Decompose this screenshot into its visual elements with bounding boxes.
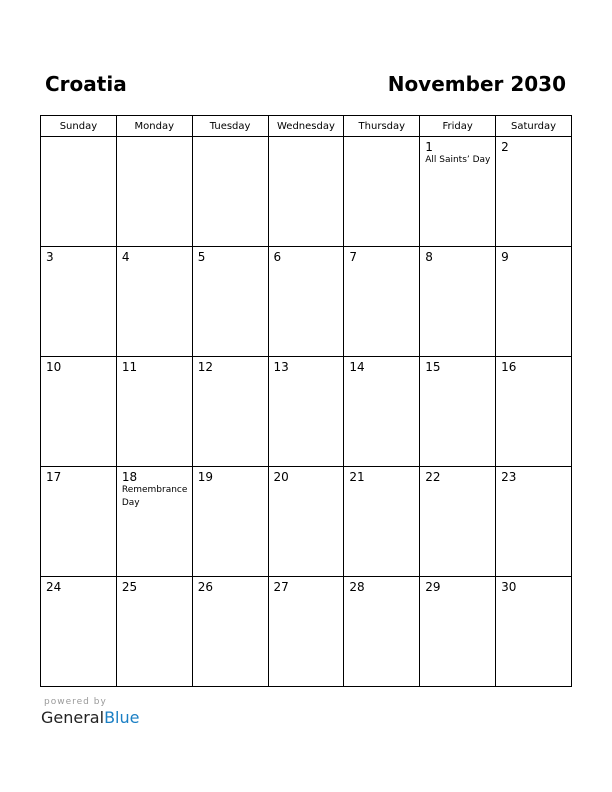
day-number <box>117 137 192 140</box>
day-number: 5 <box>197 250 206 264</box>
weekday-tuesday: Tuesday <box>192 116 268 137</box>
day-cell <box>420 357 496 467</box>
day-number: 9 <box>501 250 509 264</box>
day-number: 8 <box>425 250 433 264</box>
day-number: 7 <box>349 250 358 264</box>
day-number <box>41 137 116 140</box>
day-cell <box>496 467 572 577</box>
calendar-grid <box>40 115 572 687</box>
day-cell <box>344 467 420 577</box>
day-number: 28 <box>349 580 365 594</box>
day-cell <box>192 137 268 247</box>
week-row <box>41 357 572 467</box>
day-number <box>269 137 344 140</box>
day-number: 19 <box>197 470 213 484</box>
day-cell <box>41 137 117 247</box>
day-cell <box>116 357 192 467</box>
day-number: 6 <box>273 250 282 264</box>
day-cell <box>420 577 496 687</box>
day-cell <box>116 247 192 357</box>
weekday-header-row <box>41 116 572 137</box>
day-number: 27 <box>273 580 289 594</box>
day-cell <box>41 577 117 687</box>
day-cell <box>420 247 496 357</box>
week-row <box>41 137 572 247</box>
day-cell <box>344 577 420 687</box>
day-cell <box>344 357 420 467</box>
day-number: 18 <box>121 470 138 484</box>
weekday-sunday: Sunday <box>41 116 117 137</box>
day-number: 15 <box>425 360 441 374</box>
holiday-label: All Saints’ Day <box>425 155 491 165</box>
day-cell <box>116 137 192 247</box>
day-number: 21 <box>349 470 365 484</box>
day-cell <box>192 247 268 357</box>
day-cell <box>268 357 344 467</box>
day-cell <box>420 467 496 577</box>
day-number: 14 <box>349 360 365 374</box>
day-number: 10 <box>46 360 62 374</box>
weekday-monday: Monday <box>116 116 192 137</box>
day-cell <box>268 247 344 357</box>
week-row <box>41 577 572 687</box>
day-number: 23 <box>501 470 517 484</box>
day-cell <box>496 577 572 687</box>
weekday-wednesday: Wednesday <box>268 116 344 137</box>
day-number: 26 <box>197 580 213 594</box>
weekday-saturday: Saturday <box>496 116 572 137</box>
day-number: 1 <box>425 140 433 154</box>
day-cell <box>496 247 572 357</box>
day-cell <box>192 577 268 687</box>
day-number: 29 <box>425 580 441 594</box>
week-row <box>41 467 572 577</box>
powered-by-label: powered by <box>44 697 107 707</box>
day-cell <box>41 247 117 357</box>
day-cell <box>192 467 268 577</box>
day-number: 11 <box>121 360 138 374</box>
day-cell <box>41 467 117 577</box>
day-cell <box>496 137 572 247</box>
holiday-label: Remembrance Day <box>121 485 188 508</box>
logo-text-blue: Blue <box>104 708 140 727</box>
generalblue-logo[interactable] <box>41 708 139 728</box>
day-number: 24 <box>46 580 62 594</box>
day-cell <box>344 247 420 357</box>
country-title: Croatia <box>45 72 127 96</box>
day-number <box>344 137 419 140</box>
day-cell <box>268 137 344 247</box>
day-number: 30 <box>501 580 517 594</box>
week-row <box>41 247 572 357</box>
day-number: 13 <box>273 360 289 374</box>
day-number: 3 <box>46 250 54 264</box>
day-number: 17 <box>46 470 62 484</box>
month-title: November 2030 <box>387 72 566 96</box>
day-cell <box>268 577 344 687</box>
day-cell <box>268 467 344 577</box>
day-number: 12 <box>197 360 213 374</box>
day-cell <box>192 357 268 467</box>
day-cell <box>420 137 496 247</box>
day-number: 2 <box>501 140 509 154</box>
weekday-friday: Friday <box>420 116 496 137</box>
day-number: 25 <box>121 580 138 594</box>
day-number: 20 <box>273 470 289 484</box>
day-cell <box>116 577 192 687</box>
day-cell <box>344 137 420 247</box>
day-number: 4 <box>121 250 130 264</box>
weekday-thursday: Thursday <box>344 116 420 137</box>
day-number: 16 <box>501 360 517 374</box>
day-cell <box>116 467 192 577</box>
day-cell <box>41 357 117 467</box>
logo-text-general: General <box>41 708 105 727</box>
day-number <box>193 137 268 140</box>
day-number: 22 <box>425 470 441 484</box>
day-cell <box>496 357 572 467</box>
